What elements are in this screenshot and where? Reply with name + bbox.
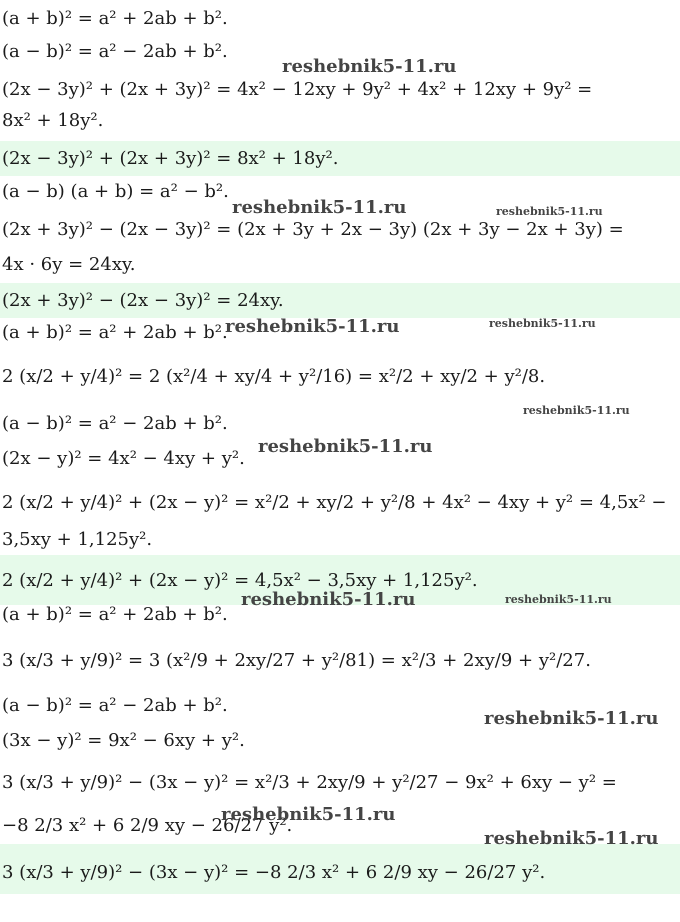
watermark-7: reshebnik5-11.ru xyxy=(258,436,433,457)
formula-line-21 xyxy=(2,772,617,794)
formula-line-19 xyxy=(2,695,228,717)
formula-line-2 xyxy=(2,41,228,63)
formula-line-11-text: 2 (x/2 + y/4)² = 2 (x²/4 + xy/4 + y²/16) = x²/2 + xy/2 + y²/8. xyxy=(2,366,546,387)
watermark-10: reshebnik5-11.ru xyxy=(484,708,659,729)
formula-line-11 xyxy=(2,366,545,388)
watermark-5: reshebnik5-11.ru xyxy=(489,317,596,330)
formula-line-14 xyxy=(2,492,666,514)
formula-line-17 xyxy=(2,604,228,626)
formula-line-5 xyxy=(2,148,338,170)
formula-line-5-text: (2x − 3y)² + (2x + 3y)² = 8x² + 18y². xyxy=(2,148,339,169)
formula-line-9 xyxy=(2,290,284,312)
formula-line-3-text: (2x − 3y)² + (2x + 3y)² = 4x² − 12xy + 9y² + 4x² + 12xy + 9y² = xyxy=(2,79,593,100)
watermark-3: reshebnik5-11.ru xyxy=(496,205,603,218)
formula-line-15-text: 3,5xy + 1,125y². xyxy=(2,529,153,550)
formula-line-3 xyxy=(2,79,592,101)
formula-line-16-text: 2 (x/2 + y/4)² + (2x − y)² = 4,5x² − 3,5xy + 1,125y². xyxy=(2,570,478,591)
formula-line-13-text: (2x − y)² = 4x² − 4xy + y². xyxy=(2,448,245,469)
formula-line-4 xyxy=(2,110,103,132)
formula-line-10-text: (a + b)² = a² + 2ab + b². xyxy=(2,322,228,343)
watermark-12: reshebnik5-11.ru xyxy=(484,828,659,849)
formula-line-20 xyxy=(2,730,245,752)
formula-line-1 xyxy=(2,8,228,30)
formula-line-18-text: 3 (x/3 + y/9)² = 3 (x²/9 + 2xy/27 + y²/81) = x²/3 + 2xy/9 + y²/27. xyxy=(2,650,591,671)
formula-line-6 xyxy=(2,181,229,203)
formula-line-22-text: −8 2/3 x² + 6 2/9 xy − 26/27 y². xyxy=(2,815,293,836)
formula-line-10 xyxy=(2,322,228,344)
formula-line-18 xyxy=(2,650,591,672)
watermark-6: reshebnik5-11.ru xyxy=(523,404,630,417)
formula-line-6-text: (a − b) (a + b) = a² − b². xyxy=(2,181,229,202)
formula-line-2-text: (a − b)² = a² − 2ab + b². xyxy=(2,41,228,62)
watermark-2: reshebnik5-11.ru xyxy=(232,197,407,218)
watermark-9: reshebnik5-11.ru xyxy=(505,593,612,606)
watermark-11: reshebnik5-11.ru xyxy=(221,804,396,825)
formula-line-7-text: (2x + 3y)² − (2x − 3y)² = (2x + 3y + 2x − 3y) (2x + 3y − 2x + 3y) = xyxy=(2,219,624,240)
formula-line-1-text: (a + b)² = a² + 2ab + b². xyxy=(2,8,228,29)
formula-line-17-text: (a + b)² = a² + 2ab + b². xyxy=(2,604,228,625)
formula-line-21-text: 3 (x/3 + y/9)² − (3x − y)² = x²/3 + 2xy/9 + y²/27 − 9x² + 6xy − y² = xyxy=(2,772,617,793)
formula-line-9-text: (2x + 3y)² − (2x − 3y)² = 24xy. xyxy=(2,290,284,311)
formula-line-4-text: 8x² + 18y². xyxy=(2,110,104,131)
formula-line-15 xyxy=(2,529,152,551)
watermark-1: reshebnik5-11.ru xyxy=(282,56,457,77)
formula-line-13 xyxy=(2,448,245,470)
formula-line-8-text: 4x · 6y = 24xy. xyxy=(2,254,136,275)
formula-line-14-text: 2 (x/2 + y/4)² + (2x − y)² = x²/2 + xy/2 + y²/8 + 4x² − 4xy + y² = 4,5x² − xyxy=(2,492,667,513)
formula-line-7 xyxy=(2,219,624,241)
formula-line-23 xyxy=(2,862,545,884)
formula-line-23-text: 3 (x/3 + y/9)² − (3x − y)² = −8 2/3 x² + 6 2/9 xy − 26/27 y². xyxy=(2,862,546,883)
formula-line-12-text: (a − b)² = a² − 2ab + b². xyxy=(2,413,228,434)
formula-line-19-text: (a − b)² = a² − 2ab + b². xyxy=(2,695,228,716)
formula-line-12 xyxy=(2,413,228,435)
watermark-4: reshebnik5-11.ru xyxy=(225,316,400,337)
formula-line-8 xyxy=(2,254,135,276)
watermark-8: reshebnik5-11.ru xyxy=(241,589,416,610)
formula-line-20-text: (3x − y)² = 9x² − 6xy + y². xyxy=(2,730,245,751)
